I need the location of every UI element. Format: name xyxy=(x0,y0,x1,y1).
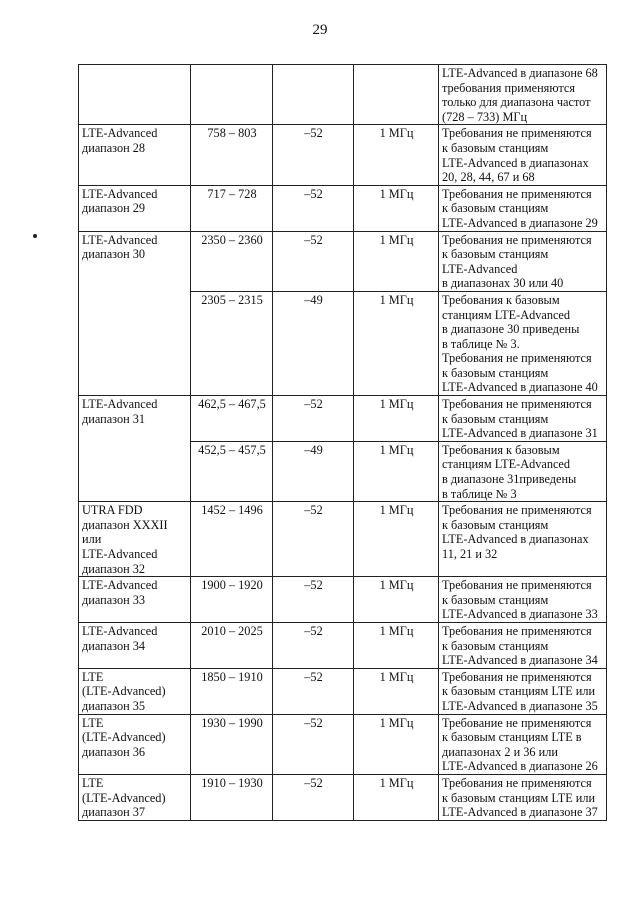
band-line: LTE-Advanced xyxy=(82,186,158,201)
note-line: LTE-Advanced в диапазонах xyxy=(442,155,589,170)
band-line: (LTE-Advanced) xyxy=(82,730,166,745)
bandwidth-cell xyxy=(354,65,439,125)
note-line: LTE-Advanced в диапазоне 26 xyxy=(442,759,598,774)
note-cell xyxy=(439,291,607,395)
bandwidth-cell: 1 МГц xyxy=(354,577,439,623)
level-cell: –52 xyxy=(273,502,354,577)
band-line: или xyxy=(82,532,102,547)
bandwidth-cell: 1 МГц xyxy=(354,441,439,501)
note-line: к базовым станциям xyxy=(442,365,549,380)
bandwidth-cell: 1 МГц xyxy=(354,774,439,820)
note-line: LTE-Advanced в диапазоне 33 xyxy=(442,607,598,622)
note-line: к базовым станциям xyxy=(442,411,549,426)
table-row xyxy=(79,185,607,231)
band-cell xyxy=(79,577,191,623)
band-line: LTE-Advanced xyxy=(82,397,158,412)
band-line: диапазон 30 xyxy=(82,247,146,262)
note-line: LTE-Advanced в диапазоне 35 xyxy=(442,698,598,713)
table-row xyxy=(79,502,607,577)
frequency-cell: 462,5 – 467,5 xyxy=(191,396,273,442)
note-line: к базовым станциям LTE в xyxy=(442,730,582,745)
frequency-cell: 2305 – 2315 xyxy=(191,291,273,395)
frequency-cell: 1850 – 1910 xyxy=(191,668,273,714)
note-line: к базовым станциям xyxy=(442,201,549,216)
bandwidth-cell: 1 МГц xyxy=(354,185,439,231)
note-line: LTE-Advanced в диапазонах xyxy=(442,532,589,547)
band-cell xyxy=(79,714,191,774)
bandwidth-cell: 1 МГц xyxy=(354,231,439,291)
band-line: диапазон 36 xyxy=(82,744,146,759)
bandwidth-cell: 1 МГц xyxy=(354,668,439,714)
note-line: Требования не применяются xyxy=(442,397,592,412)
note-line: 11, 21 и 32 xyxy=(442,547,498,561)
band-line: диапазон 37 xyxy=(82,805,146,820)
note-line: Требования не применяются xyxy=(442,351,592,366)
table-row xyxy=(79,396,607,442)
band-line: LTE-Advanced xyxy=(82,623,158,638)
bandwidth-cell: 1 МГц xyxy=(354,125,439,185)
note-line: LTE-Advanced в диапазоне 34 xyxy=(442,653,598,668)
bandwidth-cell: 1 МГц xyxy=(354,714,439,774)
note-cell xyxy=(439,441,607,501)
level-cell: –52 xyxy=(273,577,354,623)
note-line: Требования к базовым xyxy=(442,292,560,307)
table-row xyxy=(79,65,607,125)
bandwidth-cell: 1 МГц xyxy=(354,291,439,395)
level-cell: –52 xyxy=(273,622,354,668)
note-line: (728 – 733) МГц xyxy=(442,109,528,124)
note-cell xyxy=(439,125,607,185)
table-row xyxy=(79,231,607,291)
note-line: к базовым станциям xyxy=(442,638,549,653)
band-line: LTE xyxy=(82,669,104,684)
band-line: LTE-Advanced xyxy=(82,547,158,561)
note-line: требования применяются xyxy=(442,80,575,95)
note-line: Требования не применяются xyxy=(442,623,592,638)
bandwidth-cell: 1 МГц xyxy=(354,622,439,668)
note-line: к базовым станциям xyxy=(442,592,549,607)
note-cell xyxy=(439,774,607,820)
table-row xyxy=(79,125,607,185)
note-line: станциям LTE-Advanced xyxy=(442,457,571,472)
note-cell xyxy=(439,185,607,231)
table-row xyxy=(79,774,607,820)
band-line: (LTE-Advanced) xyxy=(82,684,166,699)
note-line: к базовым станциям xyxy=(442,247,549,262)
level-cell: –52 xyxy=(273,714,354,774)
frequency-cell: 1910 – 1930 xyxy=(191,774,273,820)
band-cell xyxy=(79,774,191,820)
band-line: (LTE-Advanced) xyxy=(82,790,166,805)
band-line: LTE-Advanced xyxy=(82,126,158,141)
frequency-cell xyxy=(191,65,273,125)
frequency-cell: 2350 – 2360 xyxy=(191,231,273,291)
frequency-cell: 1900 – 1920 xyxy=(191,577,273,623)
note-line: Требования к базовым xyxy=(442,442,560,457)
band-cell xyxy=(79,231,191,396)
note-line: к базовым станциям LTE или xyxy=(442,684,596,699)
band-line: LTE xyxy=(82,775,104,790)
band-cell xyxy=(79,622,191,668)
band-cell xyxy=(79,502,191,577)
note-line: диапазонах 2 и 36 или xyxy=(442,744,558,759)
table-row xyxy=(79,622,607,668)
note-cell xyxy=(439,396,607,442)
frequency-cell: 2010 – 2025 xyxy=(191,622,273,668)
frequency-cell: 452,5 – 457,5 xyxy=(191,441,273,501)
band-line: диапазон 35 xyxy=(82,698,146,713)
note-line: LTE-Advanced в диапазоне 31 xyxy=(442,426,598,441)
page-number: 29 xyxy=(312,22,328,38)
note-line: Требования не применяются xyxy=(442,186,592,201)
level-cell: –52 xyxy=(273,774,354,820)
band-cell xyxy=(79,185,191,231)
note-cell xyxy=(439,622,607,668)
note-line: 20, 28, 44, 67 и 68 xyxy=(442,170,535,185)
note-line: Требование не применяются xyxy=(442,715,592,730)
frequency-cell: 717 – 728 xyxy=(191,185,273,231)
note-line: LTE-Advanced в диапазоне 68 xyxy=(442,66,598,80)
note-cell xyxy=(439,714,607,774)
band-line: диапазон XXXII xyxy=(82,517,168,532)
band-line: диапазон 28 xyxy=(82,140,146,155)
emission-requirements-table xyxy=(78,64,607,821)
level-cell: –49 xyxy=(273,291,354,395)
level-cell: –52 xyxy=(273,396,354,442)
band-cell xyxy=(79,125,191,185)
level-cell: –52 xyxy=(273,125,354,185)
table-row xyxy=(79,668,607,714)
note-line: в таблице № 3. xyxy=(442,336,520,351)
note-line: станциям LTE-Advanced xyxy=(442,307,571,322)
note-line: в диапазоне 31приведены xyxy=(442,472,577,487)
note-line: Требования не применяются xyxy=(442,669,592,684)
note-line: LTE-Advanced в диапазоне 40 xyxy=(442,380,598,395)
note-line: Требования не применяются xyxy=(442,126,592,141)
bandwidth-cell: 1 МГц xyxy=(354,396,439,442)
margin-dot xyxy=(33,234,37,238)
note-line: LTE-Advanced в диапазоне 37 xyxy=(442,805,598,820)
note-line: Требования не применяются xyxy=(442,578,592,593)
level-cell xyxy=(273,65,354,125)
note-cell xyxy=(439,65,607,125)
note-line: в таблице № 3 xyxy=(442,486,517,501)
table-body xyxy=(79,65,607,821)
band-line: диапазон 32 xyxy=(82,561,146,576)
note-line: только для диапазона частот xyxy=(442,95,591,110)
note-cell xyxy=(439,577,607,623)
band-line: диапазон 33 xyxy=(82,592,146,607)
frequency-cell: 758 – 803 xyxy=(191,125,273,185)
note-line: LTE-Advanced в диапазоне 29 xyxy=(442,215,598,230)
note-line: к базовым станциям LTE или xyxy=(442,790,596,805)
band-cell xyxy=(79,668,191,714)
frequency-cell: 1452 – 1496 xyxy=(191,502,273,577)
bandwidth-cell: 1 МГц xyxy=(354,502,439,577)
note-line: LTE-Advanced xyxy=(442,261,518,276)
note-line: Требования не применяются xyxy=(442,232,592,247)
note-cell xyxy=(439,668,607,714)
frequency-cell: 1930 – 1990 xyxy=(191,714,273,774)
note-line: Требования не применяются xyxy=(442,503,592,518)
note-cell xyxy=(439,502,607,577)
level-cell: –52 xyxy=(273,668,354,714)
note-line: к базовым станциям xyxy=(442,140,549,155)
note-line: к базовым станциям xyxy=(442,517,549,532)
band-line: UTRA FDD xyxy=(82,503,143,518)
level-cell: –52 xyxy=(273,231,354,291)
table-row xyxy=(79,714,607,774)
note-line: Требования не применяются xyxy=(442,775,592,790)
band-line: LTE-Advanced xyxy=(82,578,158,593)
band-line: диапазон 29 xyxy=(82,201,146,216)
level-cell: –52 xyxy=(273,185,354,231)
band-cell xyxy=(79,396,191,502)
note-line: в диапазонах 30 или 40 xyxy=(442,276,564,291)
band-line: LTE-Advanced xyxy=(82,232,158,247)
band-cell xyxy=(79,65,191,125)
level-cell: –49 xyxy=(273,441,354,501)
note-cell xyxy=(439,231,607,291)
note-line: в диапазоне 30 приведены xyxy=(442,322,580,337)
table-row xyxy=(79,577,607,623)
band-line: диапазон 31 xyxy=(82,411,146,426)
band-line: LTE xyxy=(82,715,104,730)
band-line: диапазон 34 xyxy=(82,638,146,653)
